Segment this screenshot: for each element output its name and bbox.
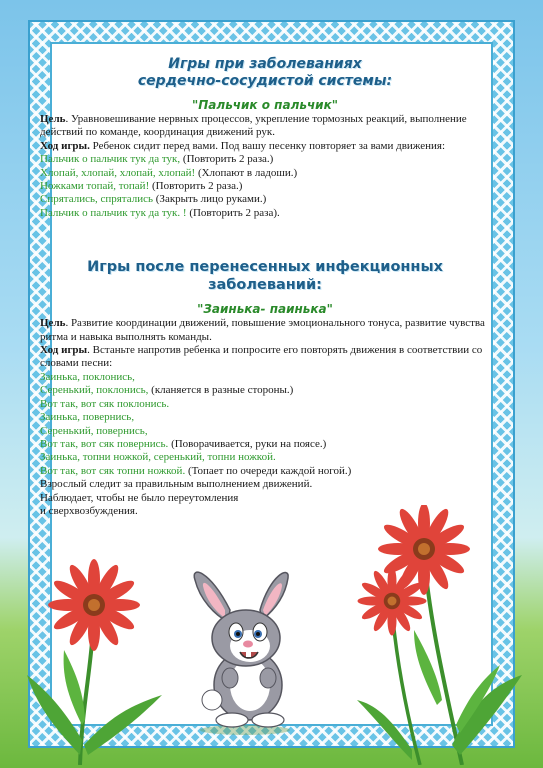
- section1-title-line1: Игры при заболеваниях: [168, 56, 362, 72]
- song-line: [40, 167, 490, 180]
- song-line: [40, 425, 490, 438]
- song-text: Заинька, повернись,: [40, 411, 135, 424]
- song-line: [40, 180, 490, 193]
- song-text: Хлопай, хлопай, хлопай, хлопай!: [40, 166, 196, 179]
- song-line: [40, 398, 490, 411]
- song-line: [40, 411, 490, 424]
- song-note: (Повторить 2 раза).: [186, 206, 280, 219]
- goal-label: Цель: [40, 317, 66, 330]
- course-text: Ребенок сидит перед вами. Под вашу песенку повторяет за вами движения:: [89, 139, 446, 152]
- course-label: Ход игры.: [40, 139, 90, 152]
- bunny-icon: [170, 560, 320, 735]
- song-note: (Хлопают в ладоши.): [195, 166, 298, 179]
- section2-title-line2: заболеваний:: [208, 277, 322, 294]
- closing-line: Наблюдает, чтобы не было переутомления: [40, 491, 239, 504]
- song-note: (Закрыть лицо руками.): [153, 193, 267, 206]
- song-note: (кланяется в разные стороны.): [148, 384, 294, 397]
- goal-label: Цель: [40, 113, 66, 125]
- spacer: [40, 220, 490, 258]
- song-text: Ножками топай, топай!: [40, 180, 150, 193]
- song-line: [40, 384, 490, 397]
- game2-title: "Заинька- паинька": [197, 302, 333, 317]
- game1-title: "Пальчик о пальчик": [192, 98, 338, 112]
- song-text: Заинька, топни ножкой, серенький, топни ножкой.: [40, 451, 276, 464]
- song-note: (Повторить 2 раза.): [180, 153, 274, 166]
- song-note: (Повторить 2 раза.): [149, 180, 243, 193]
- song-text: Вот так, вот сяк топни ножкой.: [40, 464, 186, 477]
- section1-title: [40, 56, 490, 90]
- section1-title-line2: сердечно-сосудистой системы:: [137, 73, 393, 89]
- red-flower-icon: [22, 555, 172, 765]
- song-text: Серенький, поклонись,: [40, 384, 149, 397]
- section2-title-line1: Игры после перенесенных инфекционных: [87, 259, 443, 276]
- song-text: Вот так, вот сяк повернись.: [40, 437, 169, 450]
- song-text: Пальчик о пальчик тук да тук,: [40, 153, 181, 166]
- course-label: Ход игры: [40, 344, 88, 357]
- song-text: Серенький, повернись,: [40, 424, 148, 437]
- song-line: [40, 451, 490, 464]
- song-line: [40, 193, 490, 206]
- song-note: (Топает по очереди каждой ногой.): [185, 464, 352, 477]
- game2-course: [40, 344, 490, 371]
- section2-title: [40, 258, 490, 294]
- document-content: [40, 56, 490, 518]
- song-line: [40, 438, 490, 451]
- song-note: (Поворачивается, руки на поясе.): [168, 437, 327, 450]
- closing-line: Взрослый следит за правильным выполнением движений.: [40, 478, 313, 491]
- goal-text: . Уравновешивание нервных процессов, укрепление тормозных реакций, выполнение действий по команде, координация движений рук.: [40, 113, 467, 139]
- song-text: Спрятались, спрятались: [40, 193, 154, 206]
- goal-text: . Развитие координации движений, повышение эмоционального тонуса, развитие чувства ритма и навыка выполнять команды.: [40, 317, 485, 343]
- song-line: [40, 207, 490, 220]
- closing-line: и сверхвозбуждения.: [40, 504, 138, 517]
- course-text: . Встаньте напротив ребенка и попросите его повторять движения в соответствии со словами песни:: [40, 344, 483, 370]
- song-text: Вот так, вот сяк поклонись.: [40, 397, 170, 410]
- game2-goal: [40, 317, 490, 344]
- game1-goal: [40, 113, 490, 140]
- song-line: [40, 465, 490, 478]
- song-text: Заинька, поклонись,: [40, 370, 135, 383]
- song-text: Пальчик о пальчик тук да тук. !: [40, 206, 187, 219]
- game1-course: [40, 140, 490, 153]
- song-line: [40, 371, 490, 384]
- song-line: [40, 153, 490, 166]
- red-flower-icon: [352, 505, 527, 765]
